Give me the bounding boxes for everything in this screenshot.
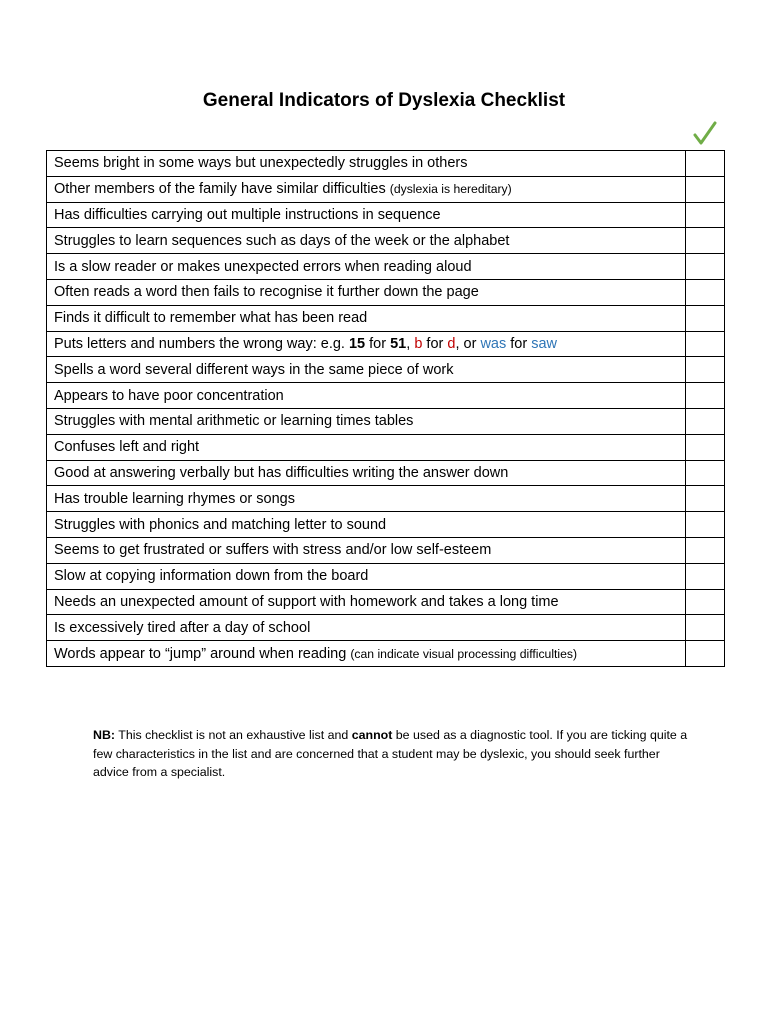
indicator-text-cell <box>47 383 686 409</box>
indicator-text-cell <box>47 460 686 486</box>
indicator-text: Often reads a word then fails to recognise it further down the page <box>54 284 479 301</box>
indicator-text: Struggles with mental arithmetic or learning times tables <box>54 413 414 430</box>
indicator-text-segment: saw <box>531 335 558 352</box>
checklist-row <box>47 563 725 589</box>
indicator-text-cell <box>47 202 686 228</box>
tick-box-cell[interactable] <box>686 151 725 177</box>
tick-box-cell[interactable] <box>686 202 725 228</box>
checklist-row <box>47 615 725 641</box>
indicator-text-cell <box>47 589 686 615</box>
indicator-text: Has trouble learning rhymes or songs <box>54 490 295 507</box>
indicator-text: Slow at copying information down from the board <box>54 568 369 585</box>
indicator-text-cell <box>47 305 686 331</box>
checklist-row <box>47 357 725 383</box>
tick-box-cell[interactable] <box>686 305 725 331</box>
indicator-text-cell <box>47 537 686 563</box>
disclaimer-text-part2: be used as a diagnostic tool. If you are ticking quite a few characteristics in the list and are concerned that a student may be dyslexic, you should seek further advice from a specialist. <box>93 728 688 779</box>
indicator-text-cell <box>47 151 686 177</box>
document-title: General Indicators of Dyslexia Checklist <box>202 90 566 111</box>
indicator-text-cell <box>47 228 686 254</box>
cannot-emphasis: cannot <box>351 728 393 742</box>
indicator-text-segment: b <box>414 335 423 352</box>
tick-box-cell[interactable] <box>686 254 725 280</box>
indicator-text-cell <box>47 254 686 280</box>
indicator-text-cell <box>47 279 686 305</box>
checklist-row <box>47 305 725 331</box>
indicator-text: Good at answering verbally but has difficulties writing the answer down <box>54 464 509 481</box>
indicator-text: Finds it difficult to remember what has been read <box>54 310 368 327</box>
tick-box-cell[interactable] <box>686 512 725 538</box>
indicator-text-segment: for <box>506 335 532 352</box>
tick-box-cell[interactable] <box>686 331 725 357</box>
indicator-text-cell <box>47 176 686 202</box>
indicator-text: Words appear to “jump” around when reading <box>54 645 347 662</box>
indicator-text-cell <box>47 486 686 512</box>
checklist-row <box>47 151 725 177</box>
tick-box-cell[interactable] <box>686 563 725 589</box>
indicator-text: Spells a word several different ways in the same piece of work <box>54 361 454 378</box>
checklist-row <box>47 202 725 228</box>
tick-box-cell[interactable] <box>686 279 725 305</box>
indicator-text: Appears to have poor concentration <box>54 387 284 404</box>
checklist-row <box>47 408 725 434</box>
indicator-note: (can indicate visual processing difficulties) <box>350 646 578 661</box>
indicator-text: Is a slow reader or makes unexpected errors when reading aloud <box>54 258 472 275</box>
indicator-text: Struggles with phonics and matching letter to sound <box>54 516 387 533</box>
tick-box-cell[interactable] <box>686 460 725 486</box>
checklist-row <box>47 589 725 615</box>
tick-box-cell[interactable] <box>686 537 725 563</box>
indicator-text-segment: for <box>365 335 391 352</box>
indicator-text: Is excessively tired after a day of school <box>54 619 311 636</box>
checklist-row <box>47 254 725 280</box>
indicator-text: Seems bright in some ways but unexpectedly struggles in others <box>54 155 468 172</box>
indicator-text-segment: Puts letters and numbers the wrong way: e.g. <box>54 335 349 352</box>
indicator-text: Confuses left and right <box>54 439 200 456</box>
tick-box-cell[interactable] <box>686 357 725 383</box>
checklist-row <box>47 228 725 254</box>
indicator-text: Seems to get frustrated or suffers with stress and/or low self-esteem <box>54 542 492 559</box>
indicator-text-cell <box>47 434 686 460</box>
indicators-checklist-table <box>46 150 725 667</box>
disclaimer-text-part1: This checklist is not an exhaustive list and <box>115 728 352 742</box>
indicator-text-segment: was <box>480 335 507 352</box>
tick-box-cell[interactable] <box>686 408 725 434</box>
checklist-row <box>47 279 725 305</box>
disclaimer-note <box>93 726 693 782</box>
indicator-text-cell <box>47 512 686 538</box>
indicator-text-segment: for <box>422 335 448 352</box>
checklist-row <box>47 512 725 538</box>
indicator-text-segment: 51 <box>390 335 407 352</box>
tick-box-cell[interactable] <box>686 615 725 641</box>
checklist-row <box>47 331 725 357</box>
tick-box-cell[interactable] <box>686 641 725 667</box>
indicator-text-segment: 15 <box>348 335 366 352</box>
indicator-text-cell <box>47 615 686 641</box>
checklist-row <box>47 176 725 202</box>
indicator-text: Needs an unexpected amount of support with homework and takes a long time <box>54 593 559 610</box>
checklist-row <box>47 641 725 667</box>
tick-box-cell[interactable] <box>686 228 725 254</box>
nb-label: NB: <box>93 728 116 742</box>
checklist-row <box>47 537 725 563</box>
indicator-note: (dyslexia is hereditary) <box>389 182 512 197</box>
tick-box-cell[interactable] <box>686 176 725 202</box>
indicator-text: Has difficulties carrying out multiple instructions in sequence <box>54 206 441 223</box>
tick-box-cell[interactable] <box>686 486 725 512</box>
indicator-text-segment: , <box>406 335 415 352</box>
checklist-row <box>47 383 725 409</box>
tick-box-cell[interactable] <box>686 589 725 615</box>
checklist-row <box>47 434 725 460</box>
indicator-text: Other members of the family have similar difficulties <box>54 181 386 198</box>
indicator-text-cell <box>47 641 686 667</box>
indicator-text-cell <box>47 563 686 589</box>
indicator-text: Struggles to learn sequences such as days of the week or the alphabet <box>54 232 510 249</box>
tick-box-cell[interactable] <box>686 434 725 460</box>
checklist-row <box>47 486 725 512</box>
indicator-text-segment: , or <box>455 335 481 352</box>
indicator-text-cell <box>47 331 686 357</box>
indicator-text-segment: d <box>447 335 456 352</box>
tick-box-cell[interactable] <box>686 383 725 409</box>
checklist-row <box>47 460 725 486</box>
green-checkmark-icon <box>690 120 720 148</box>
indicator-text-cell <box>47 357 686 383</box>
indicator-text-cell <box>47 408 686 434</box>
